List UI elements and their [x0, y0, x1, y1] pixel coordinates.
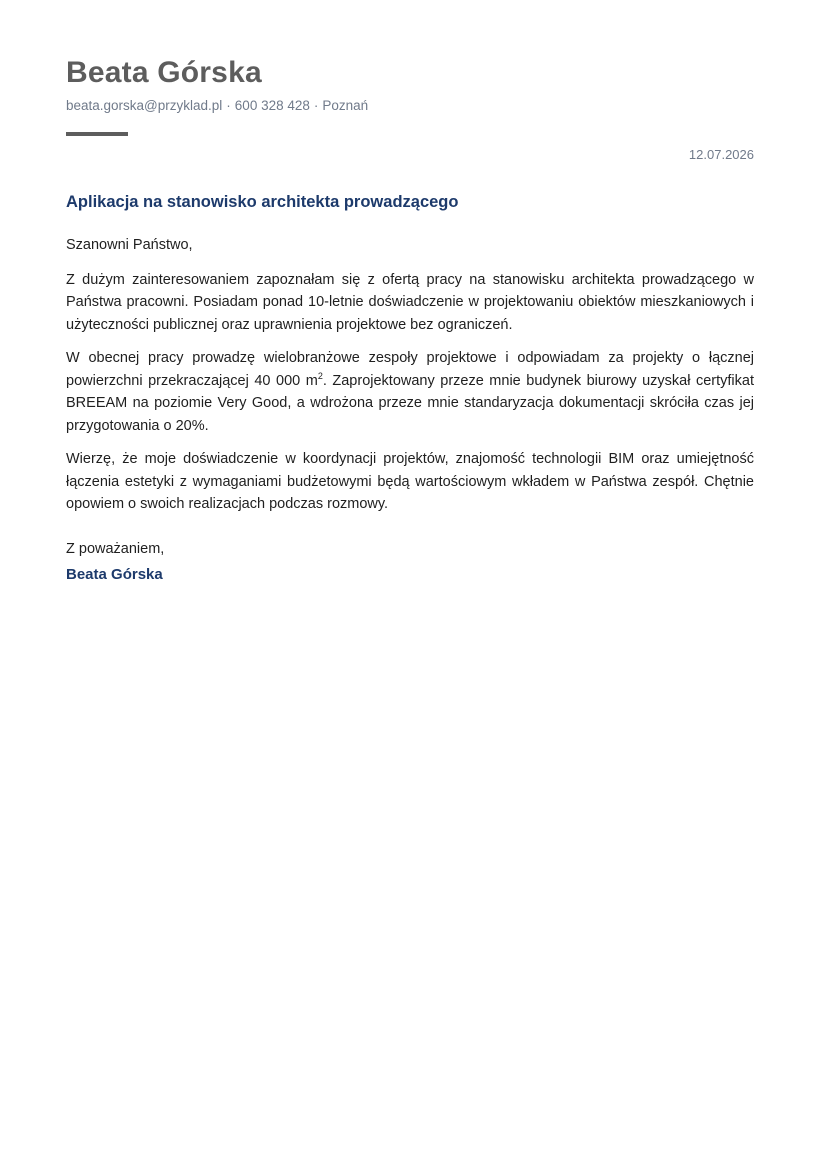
- letter-date: 12.07.2026: [688, 147, 754, 162]
- closing: Z poważaniem,: [66, 541, 165, 557]
- paragraph-3: Wierzę, że moje doświadczenie w koordynacji projektów, znajomość technologii BIM oraz umiejętność łączenia estetyki z wymaganiami budżetowymi będą wartościowym wkładem w Państwa zespół. Chętnie opowiem o swoich realizacjach podczas rozmowy.: [66, 451, 754, 512]
- contact-city: Poznań: [322, 98, 369, 113]
- contact-email: beata.gorska@przyklad.pl: [66, 98, 223, 113]
- header-divider: [66, 132, 128, 136]
- paragraph-2-text-end: . Zaprojektowany przeze mnie budynek biurowy uzyskał certyfikat BREEAM na poziomie Very Good, a wdrożona przeze mnie standaryzacja dokumentacji skróciła czas jej przygotowania o 20%.: [66, 372, 754, 434]
- signature: Beata Górska: [66, 566, 163, 583]
- paragraph-1: Z dużym zainteresowaniem zapoznałam się z ofertą pracy na stanowisku architekta prowadzącego w Państwa pracowni. Posiadam ponad 10-letnie doświadczenie w projektowaniu obiektów mieszkaniowych i użyteczności publicznej oraz uprawnienia projektowe bez ograniczeń.: [66, 271, 754, 333]
- sender-name: Beata Górska: [66, 56, 262, 89]
- superscript-2: 2: [317, 370, 323, 381]
- contact-line: [66, 98, 368, 113]
- contact-phone: 600 328 428: [234, 98, 310, 113]
- greeting: Szanowni Państwo,: [66, 237, 193, 253]
- paragraph-2: [66, 347, 754, 437]
- contact-separator: ·: [226, 98, 231, 113]
- letter-subject: Aplikacja na stanowisko architekta prowadzącego: [66, 193, 459, 211]
- contact-separator: ·: [313, 98, 319, 113]
- paragraph-2-text-start: W obecnej pracy prowadzę wielobranżowe zespoły projektowe i odpowiadam za projekty o łącznej powierzchni przekraczającej 40 000 m: [66, 350, 754, 389]
- letter-body: [66, 234, 754, 527]
